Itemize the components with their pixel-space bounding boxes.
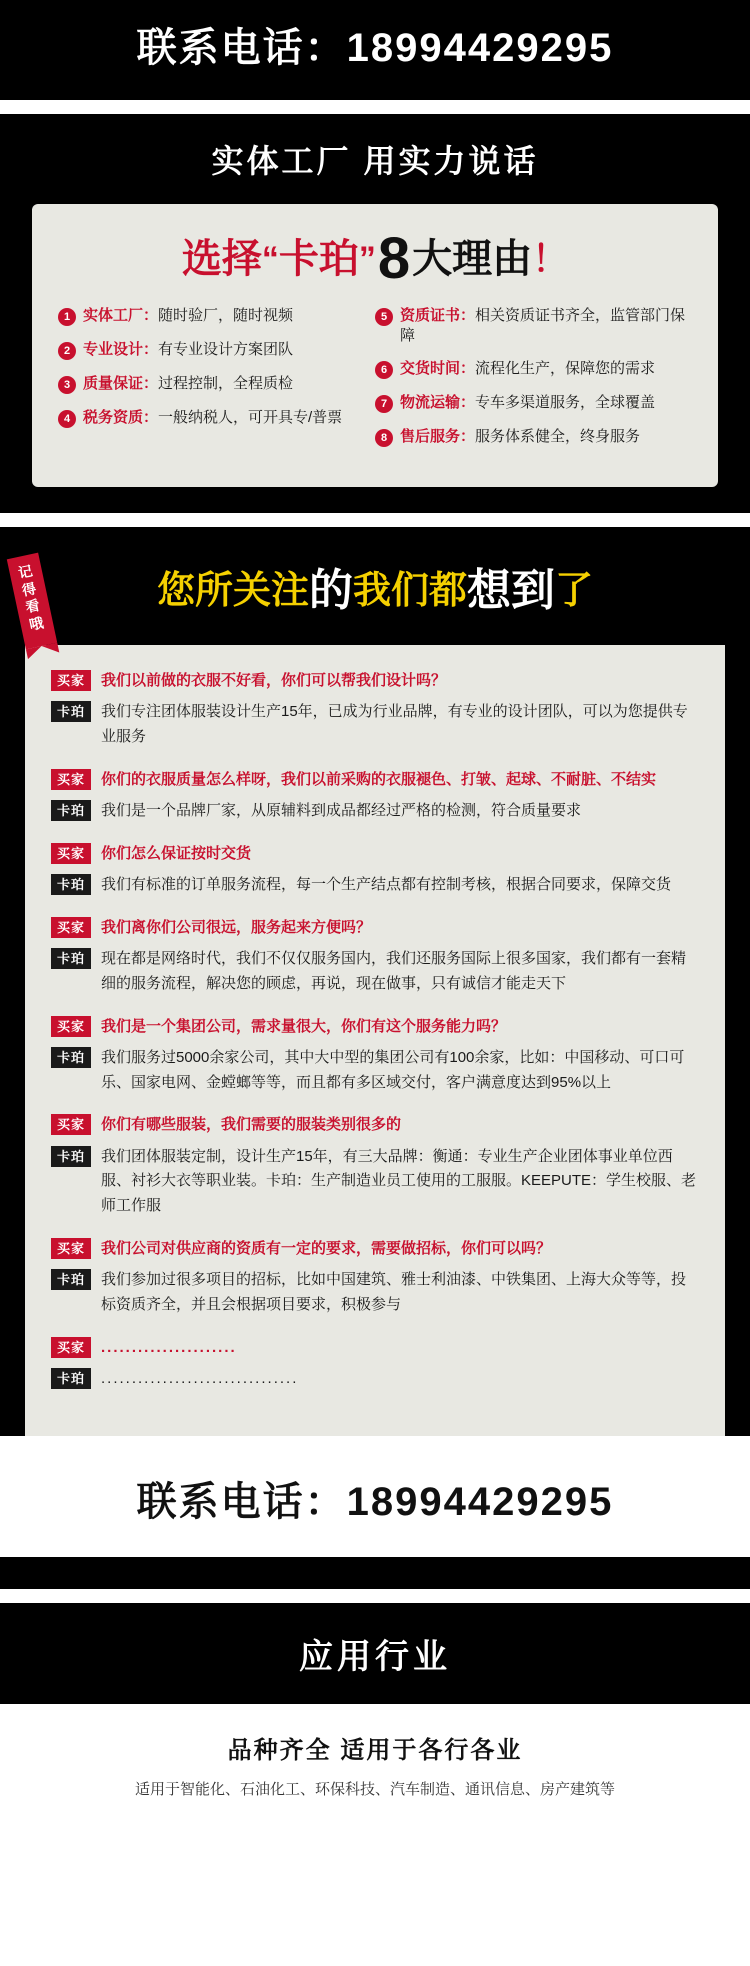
reasons-brand: 卡珀 [278, 237, 359, 281]
buyer-tag: 买家 [51, 917, 91, 938]
brand-tag: 卡珀 [51, 874, 91, 895]
factory-section-title: 实体工厂 用实力说话 [211, 143, 539, 179]
buyer-tag: 买家 [51, 843, 91, 864]
qa-question-row [51, 842, 699, 865]
divider-2 [0, 513, 750, 527]
qa-title [0, 553, 750, 613]
qa-title-part5: 了 [555, 570, 594, 612]
qa-answer-text: 我们服务过5000余家公司，其中大中型的集团公司有100余家，比如：中国移动、可口可乐、国家电网、金螳螂等等，而且都有多区域交付，客户满意度达到95%以上 [101, 1048, 685, 1091]
reasons-column-right [375, 306, 692, 461]
qa-question-text: 你们怎么保证按时交货 [101, 844, 252, 862]
qa-block [25, 768, 725, 824]
reason-number-badge: 1 [58, 308, 76, 326]
reason-item [375, 306, 692, 345]
industry-section-title: 应用行业 [299, 1637, 451, 1676]
qa-question-text: ...................... [101, 1338, 237, 1356]
buyer-tag: 买家 [51, 1337, 91, 1358]
qa-answer-text: ................................ [101, 1369, 299, 1387]
reason-text: 相关资质证书齐全，监管部门保障 [400, 307, 686, 344]
qa-section [0, 527, 750, 1567]
reason-text: 有专业设计方案团队 [158, 341, 294, 358]
qa-block [25, 1015, 725, 1096]
buyer-tag: 买家 [51, 1016, 91, 1037]
qa-answer-row [51, 1145, 699, 1219]
qa-question-row [51, 669, 699, 692]
reasons-grid [32, 306, 718, 461]
reasons-card [32, 204, 718, 487]
qa-block [25, 1237, 725, 1318]
qa-question-text: 你们的衣服质量怎么样呀，我们以前采购的衣服褪色、打皱、起球、不耐脏、不结实 [101, 770, 657, 788]
reason-item [58, 374, 375, 394]
industry-subtitle: 品种齐全 适用于各行各业 [227, 1736, 523, 1764]
qa-block [25, 1336, 725, 1392]
reason-label: 售后服务： [400, 428, 476, 445]
reason-text: 随时验厂，随时视频 [158, 307, 294, 324]
qa-answer-text: 我们参加过很多项目的招标，比如中国建筑、雅士利油漆、中铁集团、上海大众等等，投标资质齐全，并且会根据项目要求，积极参与 [101, 1271, 687, 1313]
qa-block [25, 669, 725, 750]
reason-number-badge: 2 [58, 342, 76, 360]
reason-label: 交货时间： [400, 360, 476, 377]
qa-question-row [51, 1336, 699, 1359]
reasons-quote-close: ” [358, 240, 376, 278]
qa-answer-text: 我们是一个品牌厂家，从原辅料到成品都经过严格的检测，符合质量要求 [101, 802, 582, 819]
top-phone-label: 联系电话： [136, 26, 347, 70]
divider-3 [0, 1567, 750, 1589]
reason-text: 服务体系健全，终身服务 [475, 428, 641, 445]
brand-tag: 卡珀 [51, 1269, 91, 1290]
reason-item [375, 359, 692, 379]
buyer-tag: 买家 [51, 769, 91, 790]
reason-number-badge: 8 [375, 429, 393, 447]
qa-block [25, 916, 725, 997]
top-phone-banner [0, 0, 750, 100]
qa-card [25, 645, 725, 1436]
reason-item [375, 427, 692, 447]
qa-question-text: 我们以前做的衣服不好看，你们可以帮我们设计吗？ [101, 672, 447, 689]
qa-answer-row [51, 947, 699, 997]
qa-question-text: 我们离你们公司很远，服务起来方便吗？ [101, 918, 372, 936]
top-phone-number: 18994429295 [346, 26, 614, 70]
qa-question-row [51, 768, 699, 791]
reason-number-badge: 7 [375, 395, 393, 413]
bottom-phone-number: 18994429295 [346, 1479, 614, 1524]
qa-question-row [51, 1113, 699, 1136]
bottom-phone-line [0, 1470, 750, 1527]
buyer-tag: 买家 [51, 1238, 91, 1259]
brand-tag: 卡珀 [51, 1368, 91, 1389]
reason-label: 税务资质： [83, 409, 159, 426]
reason-label: 专业设计： [83, 341, 159, 358]
qa-question-row [51, 1237, 699, 1260]
divider-4 [0, 1589, 750, 1603]
bottom-phone-banner [0, 1436, 750, 1557]
qa-question-text: 你们有哪些服装，我们需要的服装类别很多的 [101, 1116, 402, 1134]
brand-tag: 卡珀 [51, 800, 91, 821]
reason-number-badge: 4 [58, 410, 76, 428]
reason-label: 质量保证： [83, 375, 159, 392]
reason-label: 资质证书： [400, 307, 476, 324]
qa-block [25, 1113, 725, 1219]
qa-answer-row [51, 873, 699, 898]
qa-title-part2: 的 [308, 566, 353, 615]
reason-item [58, 340, 375, 360]
reason-number-badge: 3 [58, 376, 76, 394]
qa-ribbon: 记得看哦 [7, 553, 57, 650]
industry-section [0, 1603, 750, 1704]
divider-1 [0, 100, 750, 114]
reasons-prefix: 选择 [181, 237, 262, 281]
qa-answer-row [51, 700, 699, 750]
qa-answer-row [51, 1367, 699, 1392]
qa-answer-row [51, 799, 699, 824]
brand-tag: 卡珀 [51, 701, 91, 722]
reason-text: 一般纳税人，可开具专/普票 [158, 409, 343, 426]
reason-text: 流程化生产，保障您的需求 [475, 360, 656, 377]
qa-header [0, 553, 750, 645]
qa-answer-text: 我们团体服装定制，设计生产15年，有三大品牌：衡通：专业生产企业团体事业单位西服、衬衫大衣等职业装。卡珀：生产制造业员工使用的工服服。KEEPUTE：学生校服、老师工作服 [101, 1147, 697, 1214]
reason-item [58, 408, 375, 428]
qa-question-row [51, 1015, 699, 1038]
reason-item [58, 306, 375, 326]
qa-answer-text: 我们有标准的订单服务流程，每一个生产结点都有控制考核，根据合同要求，保障交货 [101, 876, 672, 893]
qa-answer-row [51, 1046, 699, 1096]
reasons-headline [32, 226, 718, 306]
reasons-quote-open: “ [261, 240, 279, 278]
qa-title-part1: 您所关注 [156, 570, 309, 612]
reasons-suffix: 大理由 [412, 237, 533, 281]
industry-detail [0, 1704, 750, 1820]
reason-label: 实体工厂： [83, 307, 159, 324]
qa-question-text: 我们公司对供应商的资质有一定的要求，需要做招标，你们可以吗？ [101, 1239, 552, 1257]
qa-title-part4: 想到 [467, 566, 555, 615]
qa-title-part3: 我们都 [352, 570, 467, 612]
qa-answer-text: 现在都是网络时代，我们不仅仅服务国内，我们还服务国际上很多国家，我们都有一套精细的服务流程，解决您的顾虑，再说，现在做事，只有诚信才能走天下 [101, 950, 687, 992]
reason-item [375, 393, 692, 413]
buyer-tag: 买家 [51, 670, 91, 691]
reason-label: 物流运输： [400, 394, 476, 411]
reason-number-badge: 6 [375, 361, 393, 379]
brand-tag: 卡珀 [51, 1146, 91, 1167]
qa-question-row [51, 916, 699, 939]
reasons-exclamation: ！ [532, 238, 569, 279]
bottom-phone-label: 联系电话： [136, 1479, 347, 1524]
qa-answer-row [51, 1268, 699, 1318]
reason-text: 专车多渠道服务，全球覆盖 [475, 394, 656, 411]
reason-number-badge: 5 [375, 308, 393, 326]
qa-answer-text: 我们专注团体服装设计生产15年，已成为行业品牌，有专业的设计团队，可以为您提供专业服务 [101, 703, 688, 745]
reasons-column-left [58, 306, 375, 461]
buyer-tag: 买家 [51, 1114, 91, 1135]
brand-tag: 卡珀 [51, 948, 91, 969]
factory-section [0, 114, 750, 513]
reasons-number: 8 [377, 226, 411, 291]
qa-block [25, 842, 725, 898]
brand-tag: 卡珀 [51, 1047, 91, 1068]
industry-description: 适用于智能化、石油化工、环保科技、汽车制造、通讯信息、房产建筑等 [134, 1780, 615, 1798]
reason-text: 过程控制，全程质检 [158, 375, 294, 392]
top-phone-line [137, 26, 614, 70]
qa-question-text: 我们是一个集团公司，需求量很大，你们有这个服务能力吗？ [101, 1017, 507, 1035]
